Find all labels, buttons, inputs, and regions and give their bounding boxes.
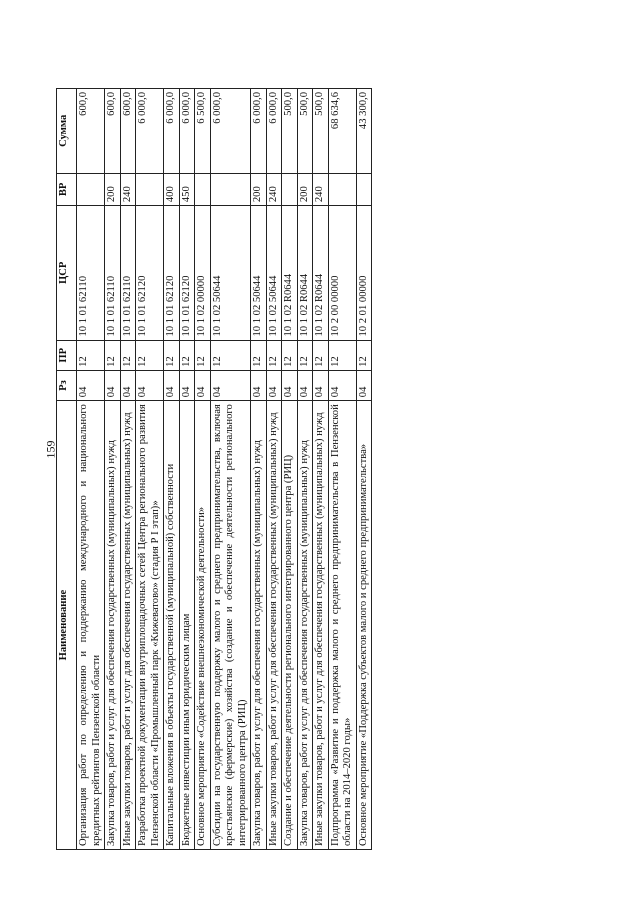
- cell-vr: 240: [120, 173, 136, 206]
- cell-name: Подпрограмма «Развитие и поддержка малого и среднего предпринимательства в Пензенской области на 2014–2020 годы»: [328, 401, 356, 850]
- cell-csr: 10 1 01 62120: [179, 206, 195, 340]
- cell-pr: 12: [210, 340, 251, 370]
- cell-pr: 12: [297, 340, 313, 370]
- cell-sum: 6 000,0: [164, 89, 180, 174]
- cell-rz: 04: [195, 370, 211, 400]
- cell-rz: 04: [179, 370, 195, 400]
- cell-vr: 200: [251, 173, 267, 206]
- header-rz: Рз: [57, 370, 77, 400]
- cell-csr: 10 1 01 62110: [77, 206, 105, 340]
- cell-name: Создание и обеспечение деятельности регионального интегрированного центра (РИЦ): [282, 401, 298, 850]
- cell-vr: [356, 173, 372, 206]
- table-header-row: [57, 89, 77, 850]
- cell-csr: 10 1 02 R0644: [297, 206, 313, 340]
- cell-vr: [195, 173, 211, 206]
- cell-name: Основное мероприятие «Содействие внешнеэкономической деятельности»: [195, 401, 211, 850]
- cell-vr: [210, 173, 251, 206]
- cell-sum: 600,0: [105, 89, 121, 174]
- cell-sum: 6 000,0: [251, 89, 267, 174]
- table-row: [164, 89, 180, 850]
- cell-sum: 500,0: [297, 89, 313, 174]
- cell-vr: 400: [164, 173, 180, 206]
- cell-pr: 12: [356, 340, 372, 370]
- cell-csr: 10 1 02 R0644: [313, 206, 329, 340]
- cell-name: Иные закупки товаров, работ и услуг для обеспечения государственных (муниципальных) нужд: [120, 401, 136, 850]
- table-row: [77, 89, 105, 850]
- cell-vr: 240: [313, 173, 329, 206]
- cell-vr: [282, 173, 298, 206]
- cell-name: Закупка товаров, работ и услуг для обеспечения государственных (муниципальных) нужд: [297, 401, 313, 850]
- table-row: [105, 89, 121, 850]
- header-vr: ВР: [57, 173, 77, 206]
- cell-name: Основное мероприятие «Поддержка субъектов малого и среднего предпринимательства»: [356, 401, 372, 850]
- cell-name: Организация работ по определению и поддержанию международного и национального кредитных рейтингов Пензенской области: [77, 401, 105, 850]
- cell-sum: 6 500,0: [195, 89, 211, 174]
- cell-pr: 12: [105, 340, 121, 370]
- cell-rz: 04: [77, 370, 105, 400]
- cell-pr: 12: [179, 340, 195, 370]
- cell-name: Бюджетные инвестиции иным юридическим лицам: [179, 401, 195, 850]
- cell-pr: 12: [282, 340, 298, 370]
- cell-rz: 04: [313, 370, 329, 400]
- cell-pr: 12: [136, 340, 164, 370]
- cell-csr: 10 1 02 50644: [251, 206, 267, 340]
- cell-vr: [77, 173, 105, 206]
- cell-sum: 6 000,0: [210, 89, 251, 174]
- cell-sum: 6 000,0: [266, 89, 282, 174]
- cell-sum: 68 634,6: [328, 89, 356, 174]
- cell-csr: 10 1 02 R0644: [282, 206, 298, 340]
- header-csr: ЦСР: [57, 206, 77, 340]
- header-name: Наименование: [57, 401, 77, 850]
- cell-name: Субсидии на государственную поддержку малого и среднего предпринимательства, включая крестьянские (фермерские) хозяйства (создание и обеспечение деятельности регионального интегрированного центра (РИЦ): [210, 401, 251, 850]
- cell-sum: 600,0: [77, 89, 105, 174]
- cell-pr: 12: [266, 340, 282, 370]
- rotated-sheet: [56, 88, 616, 850]
- cell-rz: 04: [328, 370, 356, 400]
- cell-csr: 10 2 00 00000: [328, 206, 356, 340]
- table-row: [179, 89, 195, 850]
- rotated-table-container: [56, 88, 616, 850]
- cell-vr: [328, 173, 356, 206]
- table-row: [120, 89, 136, 850]
- cell-vr: 200: [297, 173, 313, 206]
- cell-pr: 12: [313, 340, 329, 370]
- cell-vr: 240: [266, 173, 282, 206]
- cell-sum: 500,0: [313, 89, 329, 174]
- cell-pr: 12: [328, 340, 356, 370]
- table-row: [282, 89, 298, 850]
- cell-csr: 10 2 01 00000: [356, 206, 372, 340]
- table-row: [356, 89, 372, 850]
- cell-name: Закупка товаров, работ и услуг для обеспечения государственных (муниципальных) нужд: [251, 401, 267, 850]
- cell-rz: 04: [266, 370, 282, 400]
- cell-sum: 600,0: [120, 89, 136, 174]
- cell-csr: 10 1 02 00000: [195, 206, 211, 340]
- table-row: [313, 89, 329, 850]
- cell-csr: 10 1 01 62120: [136, 206, 164, 340]
- cell-rz: 04: [105, 370, 121, 400]
- cell-name: Разработка проектной документации внутриплощадочных сетей Центра регионального развития Пензенской области «Промышленный парк «Кижеватово» (стадия Р I этап)»: [136, 401, 164, 850]
- table-row: [195, 89, 211, 850]
- table-body: [77, 89, 372, 850]
- cell-sum: 6 000,0: [136, 89, 164, 174]
- cell-csr: 10 1 01 62110: [120, 206, 136, 340]
- cell-csr: 10 1 02 50644: [210, 206, 251, 340]
- cell-rz: 04: [136, 370, 164, 400]
- cell-sum: 500,0: [282, 89, 298, 174]
- header-sum: Сумма: [57, 89, 77, 174]
- cell-rz: 04: [282, 370, 298, 400]
- cell-vr: 200: [105, 173, 121, 206]
- cell-rz: 04: [251, 370, 267, 400]
- cell-sum: 43 300,0: [356, 89, 372, 174]
- cell-pr: 12: [195, 340, 211, 370]
- header-pr: ПР: [57, 340, 77, 370]
- cell-pr: 12: [251, 340, 267, 370]
- table-row: [328, 89, 356, 850]
- cell-rz: 04: [164, 370, 180, 400]
- cell-csr: 10 1 01 62110: [105, 206, 121, 340]
- cell-pr: 12: [120, 340, 136, 370]
- cell-rz: 04: [356, 370, 372, 400]
- table-row: [210, 89, 251, 850]
- cell-rz: 04: [210, 370, 251, 400]
- budget-table: [56, 88, 372, 850]
- cell-name: Капитальные вложения в объекты государственной (муниципальной) собственности: [164, 401, 180, 850]
- table-row: [266, 89, 282, 850]
- cell-vr: [136, 173, 164, 206]
- cell-vr: 450: [179, 173, 195, 206]
- cell-name: Иные закупки товаров, работ и услуг для обеспечения государственных (муниципальных) нужд: [313, 401, 329, 850]
- table-row: [297, 89, 313, 850]
- cell-pr: 12: [164, 340, 180, 370]
- cell-name: Иные закупки товаров, работ и услуг для обеспечения государственных (муниципальных) нужд: [266, 401, 282, 850]
- cell-csr: 10 1 01 62120: [164, 206, 180, 340]
- table-row: [251, 89, 267, 850]
- cell-pr: 12: [77, 340, 105, 370]
- cell-name: Закупка товаров, работ и услуг для обеспечения государственных (муниципальных) нужд: [105, 401, 121, 850]
- cell-csr: 10 1 02 50644: [266, 206, 282, 340]
- page-number: 159: [43, 440, 58, 459]
- table-row: [136, 89, 164, 850]
- cell-rz: 04: [297, 370, 313, 400]
- cell-sum: 6 000,0: [179, 89, 195, 174]
- cell-rz: 04: [120, 370, 136, 400]
